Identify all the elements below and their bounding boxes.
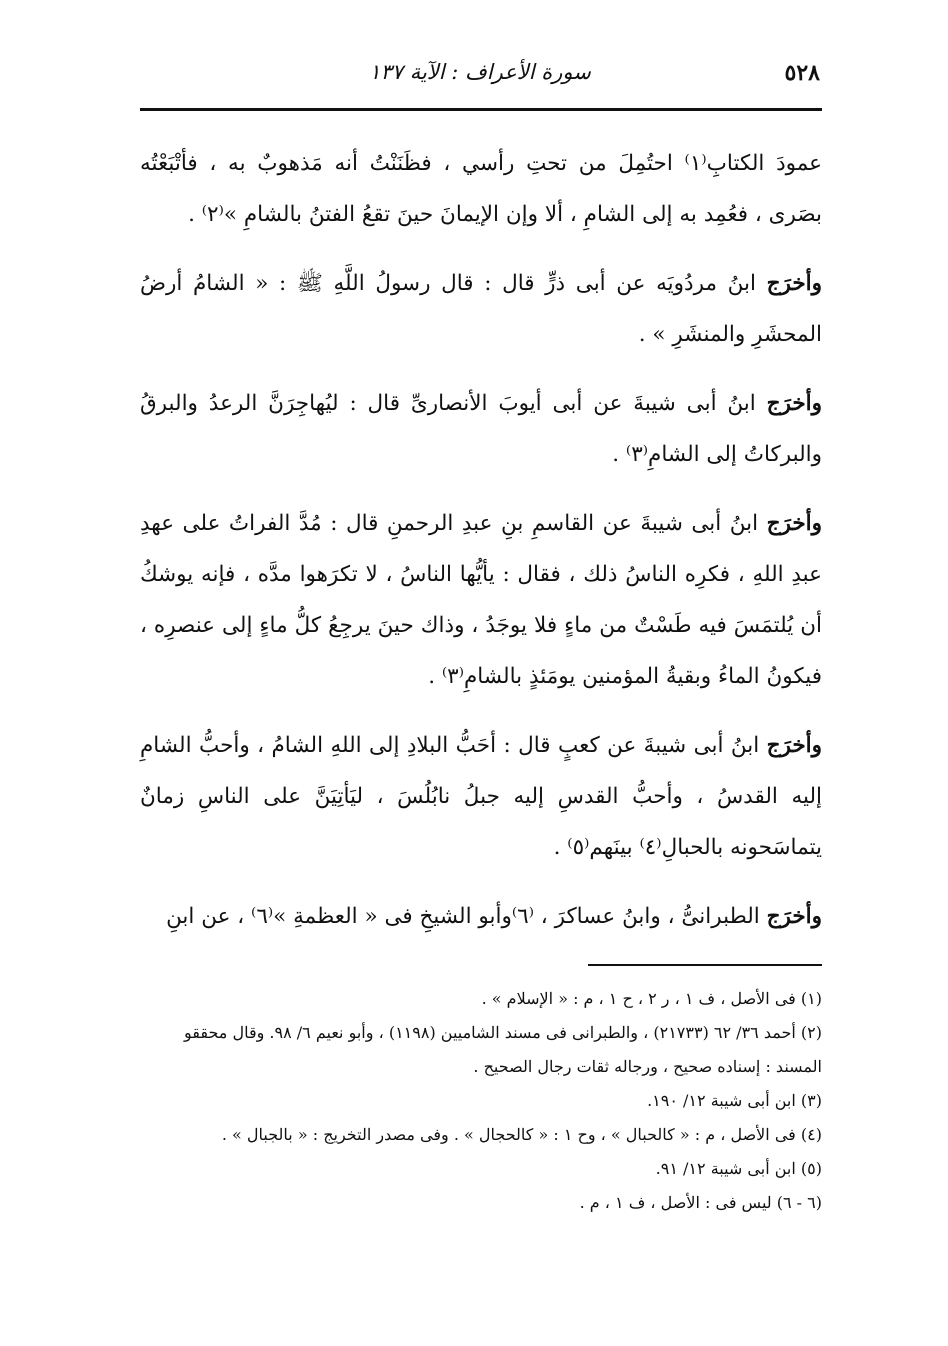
footnote-2: (٢) أحمد ٣٦/ ٦٢ (٢١٧٣٣) ، والطبرانى فى مسند الشاميين (١١٩٨) ، وأبو نعيم ٦/ ٩٨. وقال محققو المسند : إسناده صحيح ، ورجاله ثقات رجال الصحيح . xyxy=(184,1023,822,1076)
paragraph-1: عمودَ الكتابِ⁽١⁾ احتُمِلَ من تحتِ رأسي ، فظَنَنْتُ أنه مَذهوبٌ به ، فأتْبَعْتُه بصَرى ، فعُمِد به إلى الشامِ ، ألا وإن الإيمانَ حينَ تقعُ الفتنُ بالشامِ »⁽٢⁾ . xyxy=(140,151,823,227)
paragraph-3 xyxy=(140,378,822,480)
paragraph-4 xyxy=(140,498,822,702)
paragraph-6 xyxy=(140,891,822,942)
page-header xyxy=(140,56,820,96)
paragraph-text: ابنُ مردُويَه عن أبى ذرٍّ قال : قال رسولُ اللَّهِ ﷺ : « الشامُ أرضُ المحشَرِ والمنشَرِ » . xyxy=(140,271,822,347)
paragraph-text: ابنُ أبى شيبةَ عن القاسمِ بنِ عبدِ الرحمنِ قال : مُدَّ الفراتُ على عهدِ عبدِ اللهِ ، فكرِه الناسُ ذلك ، فقال : يأيُّها الناسُ ، لا تكرَهوا مدَّه ، فإنه يوشكُ أن يُلتمَسَ فيه طَسْتٌ من ماءٍ فلا يوجَدُ ، وذاك حينَ يرجِعُ كلُّ ماءٍ إلى عنصرِه ، فيكونُ الماءُ وبقيةُ المؤمنين يومَئذٍ بالشامِ⁽٣⁾ . xyxy=(140,511,822,689)
footnote-4: (٤) فى الأصل ، م : « كالحبال » ، وح ١ : « كالحجال » . وفى مصدر التخريج : « بالجبال » . xyxy=(221,1125,822,1144)
paragraph-lead-word: وأخرَج xyxy=(766,391,822,416)
footnote-1: (١) فى الأصل ، ف ١ ، ر ٢ ، ح ١ ، م : « الإسلام » . xyxy=(481,989,822,1008)
running-head: سورة الأعراف : الآية ١٣٧ xyxy=(369,60,591,84)
footnote-5: (٥) ابن أبى شيبة ١٢/ ٩١. xyxy=(655,1159,822,1178)
paragraph-text: ابنُ أبى شيبةَ عن أبى أيوبَ الأنصارىِّ قال : ليُهاجِرَنَّ الرعدُ والبرقُ والبركاتُ إلى الشامِ⁽٣⁾ . xyxy=(140,391,822,467)
page-number: ٥٢٨ xyxy=(784,60,820,86)
paragraph-2 xyxy=(140,258,822,360)
paragraph-lead-word: وأخرَج xyxy=(766,733,822,758)
paragraph-5 xyxy=(140,720,822,873)
paragraph-lead-word: وأخرَج xyxy=(766,511,822,536)
paragraph-text: الطبرانىُّ ، وابنُ عساكرَ ، ⁽٦⁾وأبو الشيخِ فى « العظمةِ »⁽٦⁾ ، عن ابنِ xyxy=(166,904,767,929)
main-text xyxy=(140,138,822,960)
header-rule xyxy=(140,108,822,111)
paragraph-lead-word: وأخرَج xyxy=(766,904,822,929)
footnote-6: (٦ - ٦) ليس فى : الأصل ، ف ١ ، م . xyxy=(579,1193,822,1212)
paragraph-text: ابنُ أبى شيبةَ عن كعبٍ قال : أحَبُّ البلادِ إلى اللهِ الشامُ ، وأحبُّ الشامِ إليه القدسُ ، وأحبُّ القدسِ إليه جبلُ نابُلُسَ ، ليَأتِيَنَّ على الناسِ زمانٌ يتماسَحونه بالحبالِ⁽٤⁾ بينَهم⁽٥⁾ . xyxy=(140,733,822,860)
footnote-3: (٣) ابن أبى شيبة ١٢/ ١٩٠. xyxy=(647,1091,822,1110)
footnotes xyxy=(140,982,822,1220)
paragraph-lead-word: وأخرَج xyxy=(766,271,822,296)
footnote-separator xyxy=(588,964,822,966)
